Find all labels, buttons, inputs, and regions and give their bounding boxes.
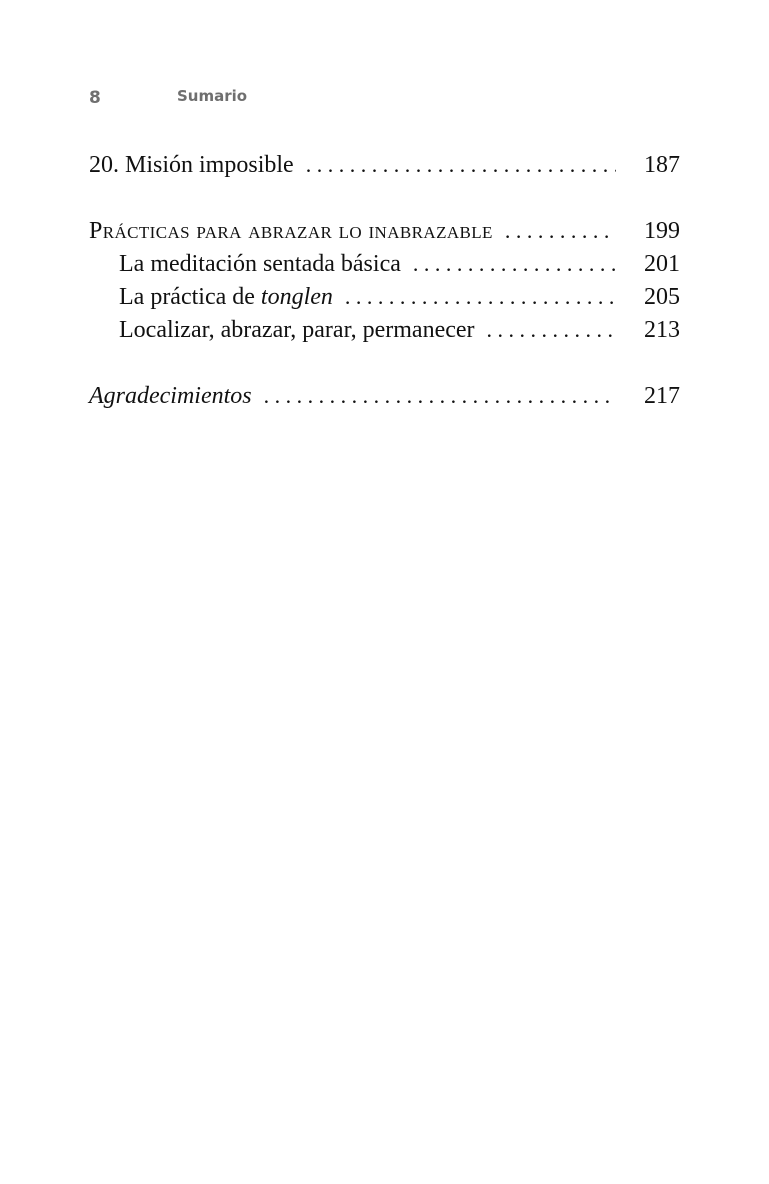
toc-entry-title-roman: La práctica de [119, 284, 261, 310]
dot-leader [487, 313, 616, 346]
page-number: 8 [89, 88, 101, 108]
dot-leader [413, 247, 616, 280]
running-head-title: Sumario [177, 87, 248, 105]
running-head [89, 86, 489, 108]
toc-entry-practicas[interactable] [89, 214, 680, 247]
toc-entry-page: 217 [644, 383, 680, 409]
toc-entry-tonglen[interactable] [89, 280, 680, 313]
dot-leader [306, 148, 616, 181]
toc-entry-title: Localizar, abrazar, parar, permanecer [119, 317, 475, 343]
toc-entry-mision-imposible[interactable] [89, 148, 680, 181]
dot-leader [345, 280, 616, 313]
toc-entry-agradecimientos[interactable] [89, 379, 680, 412]
toc-entry-page: 201 [644, 251, 680, 277]
table-of-contents [89, 148, 680, 412]
toc-entry-page: 205 [644, 284, 680, 310]
dot-leader [505, 214, 616, 247]
toc-entry-title-italic: tonglen [260, 284, 333, 310]
toc-entry-page: 187 [644, 152, 680, 178]
toc-entry-title [89, 380, 252, 413]
toc-entry-localizar[interactable] [89, 313, 680, 346]
toc-entry-page: 213 [644, 317, 680, 343]
toc-entry-title [89, 215, 493, 248]
toc-part-title: Prácticas para abrazar lo inabrazable [89, 218, 493, 244]
toc-entry-page: 199 [644, 218, 680, 244]
toc-entry-title: 20. Misión imposible [89, 152, 294, 178]
toc-entry-meditacion-sentada[interactable] [89, 247, 680, 280]
toc-entry-title-italic: Agradecimientos [89, 383, 252, 409]
toc-entry-title [89, 281, 333, 314]
dot-leader [264, 379, 616, 412]
toc-entry-title: La meditación sentada básica [119, 251, 401, 277]
